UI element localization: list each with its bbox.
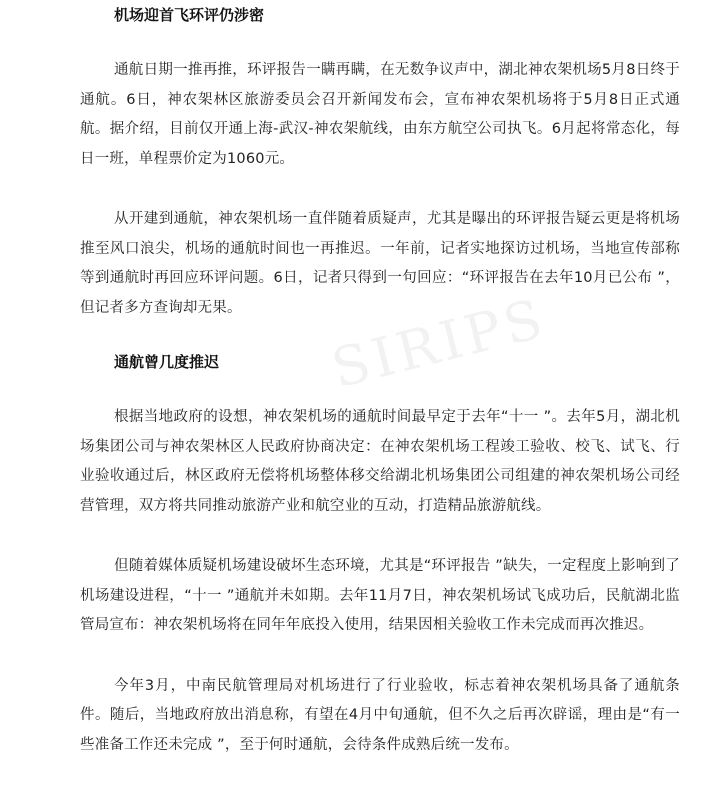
article-paragraph: 从开建到通航，神农架机场一直伴随着质疑声，尤其是曝出的环评报告疑云更是将机场推至风口浪尖，机场的通航时间也一再推迟。一年前，记者实地探访过机场，当地宣传部称等到通航时再回应环评问题。6日，记者只得到一句回应：“环评报告在去年10月已公布 ”，但记者多方查询却无果。 (80, 211, 680, 316)
section-heading: 通航曾几度推迟 (114, 353, 220, 371)
spacer (80, 375, 680, 403)
spacer (80, 28, 680, 56)
article-paragraph: 通航日期一推再推，环评报告一瞒再瞒，在无数争议声中，湖北神农架机场5月8日终于通航。6日，神农架林区旅游委员会召开新闻发布会，宣布神农架机场将于5月8日正式通航。据介绍，目前仅开通上海-武汉-神农架航线，由东方航空公司执飞。6月起将常态化，每日一班，单程票价定为1060元。 (80, 62, 680, 167)
spacer (80, 521, 680, 552)
watermark: SIRIPS (325, 286, 553, 401)
spacer (80, 641, 680, 672)
article-paragraph: 今年3月，中南民航管理局对机场进行了行业验收，标志着神农架机场具备了通航条件。随后，当地政府放出消息称，有望在4月中旬通航，但不久之后再次辟谣，理由是“有一些准备工作还未完成 ”，至于何时通航，会待条件成熟后统一发布。 (80, 677, 680, 753)
article-paragraph: 但随着媒体质疑机场建设破坏生态环境，尤其是“环评报告 ”缺失，一定程度上影响到了机场建设进程，“十一 ”通航并未如期。去年11月7日，神农架机场试飞成功后，民航湖北监管局宣布：神农架机场将在同年年底投入使用，结果因相关验收工作未完成而再次推迟。 (80, 558, 680, 633)
article-paragraph: 根据当地政府的设想，神农架机场的通航时间最早定于去年“十一 ”。去年5月，湖北机场集团公司与神农架林区人民政府协商决定：在神农架机场工程竣工验收、校飞、试飞、行业验收通过后，林区政府无偿将机场整体移交给湖北机场集团公司组建的神农架机场公司经营管理，双方将共同推动旅游产业和航空业的互动，打造精品旅游航线。 (80, 409, 680, 514)
section-heading: 机场迎首飞环评仍涉密 (114, 6, 265, 24)
article-body (80, 0, 680, 760)
spacer (80, 323, 680, 349)
spacer (80, 174, 680, 205)
